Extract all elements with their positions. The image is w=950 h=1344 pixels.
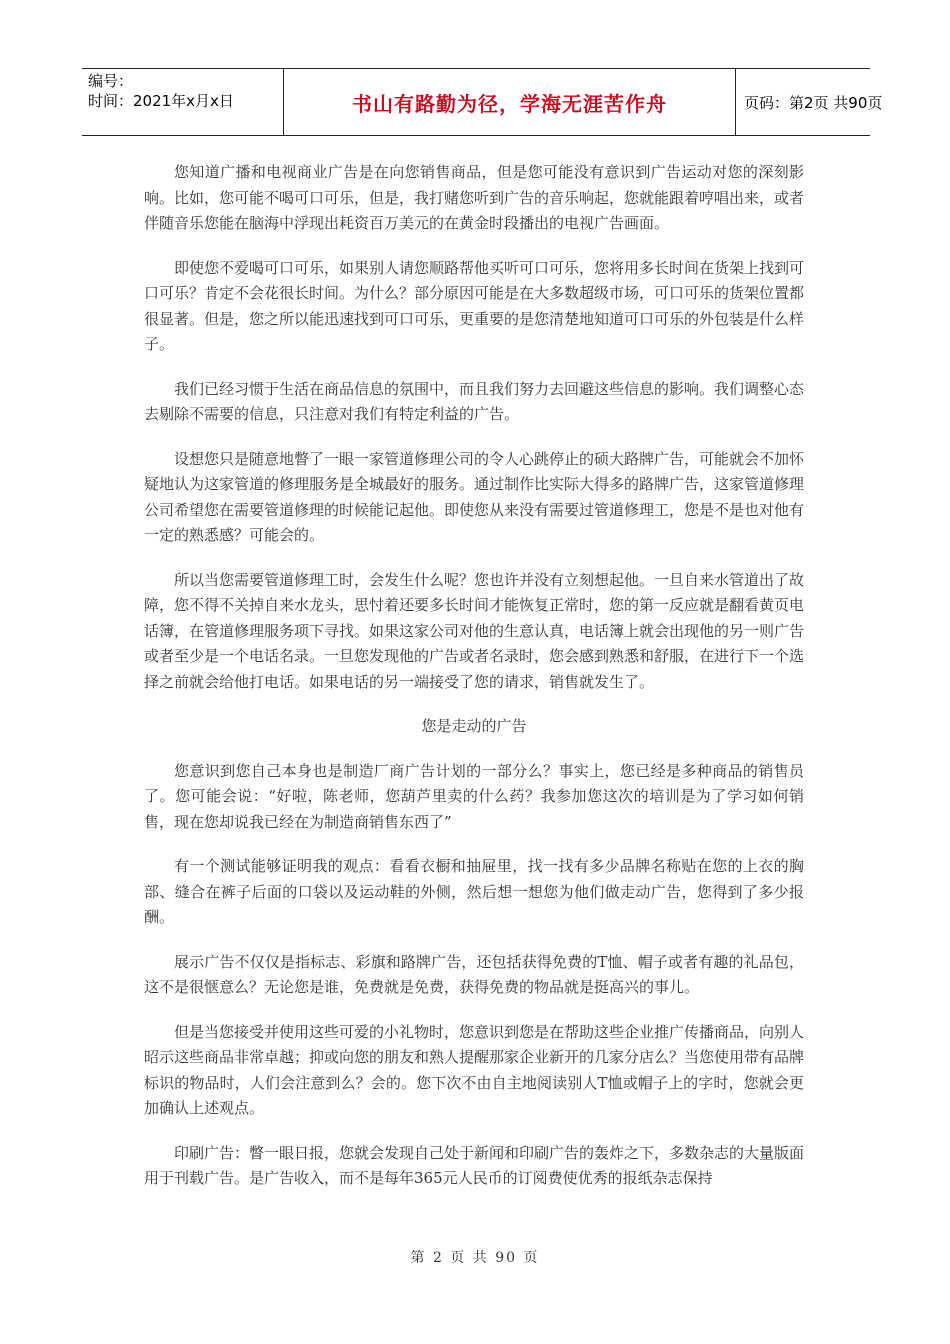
document-body — [144, 160, 804, 1211]
paragraph: 设想您只是随意地瞥了一眼一家管道修理公司的令人心跳停止的硕大路牌广告，可能就会不加怀疑地认为这家管道的修理服务是全城最好的服务。通过制作比实际大得多的路牌广告，这家管道修理公司希望您在需要管道修理的时候能记起他。即使您从来没有需要过管道修理工，您是不是也对他有一定的熟悉感？可能会的。 — [144, 449, 805, 544]
paragraph: 即使您不爱喝可口可乐，如果别人请您顺路帮他买听可口可乐，您将用多长时间在货架上找到可口可乐？肯定不会花很长时间。为什么？部分原因可能是在大多数超级市场，可口可乐的货架位置都很显著。但是，您之所以能迅速找到可口可乐，更重要的是您清楚地知道可口可乐的外包装是什么样子。 — [144, 258, 805, 353]
page-footer: 第 2 页 共 90 页 — [410, 1250, 540, 1266]
paragraph: 您意识到您自己本身也是制造厂商广告计划的一部分么？事实上，您已经是多种商品的销售员了。您可能会说：“好啦，陈老师，您葫芦里卖的什么药？我参加您这次的培训是为了学习如何销售，现在您却说我已经在为制造商销售东西了” — [144, 761, 804, 831]
paragraph: 我们已经习惯于生活在商品信息的氛围中，而且我们努力去回避这些信息的影响。我们调整心态去剔除不需要的信息，只注意对我们有特定利益的广告。 — [144, 379, 805, 423]
header-meta — [82, 69, 284, 135]
paragraph: 印刷广告：瞥一眼日报，您就会发现自己处于新闻和印刷广告的轰炸之下，多数杂志的大量版面用于刊载广告。是广告收入，而不是每年365元人民币的订阅费使优秀的报纸杂志保持 — [144, 1143, 805, 1187]
section-title: 您是走动的广告 — [421, 717, 527, 735]
paragraph: 您知道广播和电视商业广告是在向您销售商品，但是您可能没有意识到广告运动对您的深刻影响。比如，您可能不喝可口可乐，但是，我打赌您听到广告的音乐响起，您就能跟着哼唱出来，或者伴随音乐您能在脑海中浮现出耗资百万美元的在黄金时段播出的电视广告画面。 — [144, 163, 805, 232]
page-header — [82, 68, 883, 136]
header-page-label: 页码：第2页 共90页 — [744, 93, 883, 112]
paragraph: 但是当您接受并使用这些可爱的小礼物时，您意识到您是在帮助这些企业推广传播商品，向别人昭示这些商品非常卓越；抑或向您的朋友和熟人提醒那家企业新开的几家分店么？当您使用带有品牌标识的物品时，人们会注意到么？会的。您下次不由自主地阅读别人T恤或帽子上的字时，您就会更加确认上述观点。 — [144, 1022, 805, 1117]
number-label: 编号： — [88, 72, 134, 90]
time-label: 时间：2021年x月x日 — [88, 92, 234, 110]
paragraph: 有一个测试能够证明我的观点：看看衣橱和抽屉里，找一找有多少品牌名称贴在您的上衣的胸部、缝合在裤子后面的口袋以及运动鞋的外侧，然后想一想您为他们做走动广告，您得到了多少报酬。 — [144, 857, 804, 926]
header-motto: 书山有路勤为径，学海无涯苦作舟 — [352, 91, 667, 116]
paragraph: 所以当您需要管道修理工时，会发生什么呢？您也许并没有立刻想起他。一旦自来水管道出了故障，您不得不关掉自来水龙头，思忖着还要多长时间才能恢复正常时，您的第一反应就是翻看黄页电话簿，在管道修理服务项下寻找。如果这家公司对他的生意认真，电话簿上就会出现他的另一则广告或者至少是一个电话名录。一旦您发现他的广告或者名录时，您会感到熟悉和舒服，在进行下一个选择之前就会给他打电话。如果电话的另一端接受了您的请求，销售就发生了。 — [144, 570, 805, 691]
header-motto-cell — [284, 69, 736, 135]
paragraph: 展示广告不仅仅是指标志、彩旗和路牌广告，还包括获得免费的T恤、帽子或者有趣的礼品包，这不是很惬意么？无论您是谁，免费就是免费，获得免费的物品就是挺高兴的事儿。 — [144, 952, 804, 996]
